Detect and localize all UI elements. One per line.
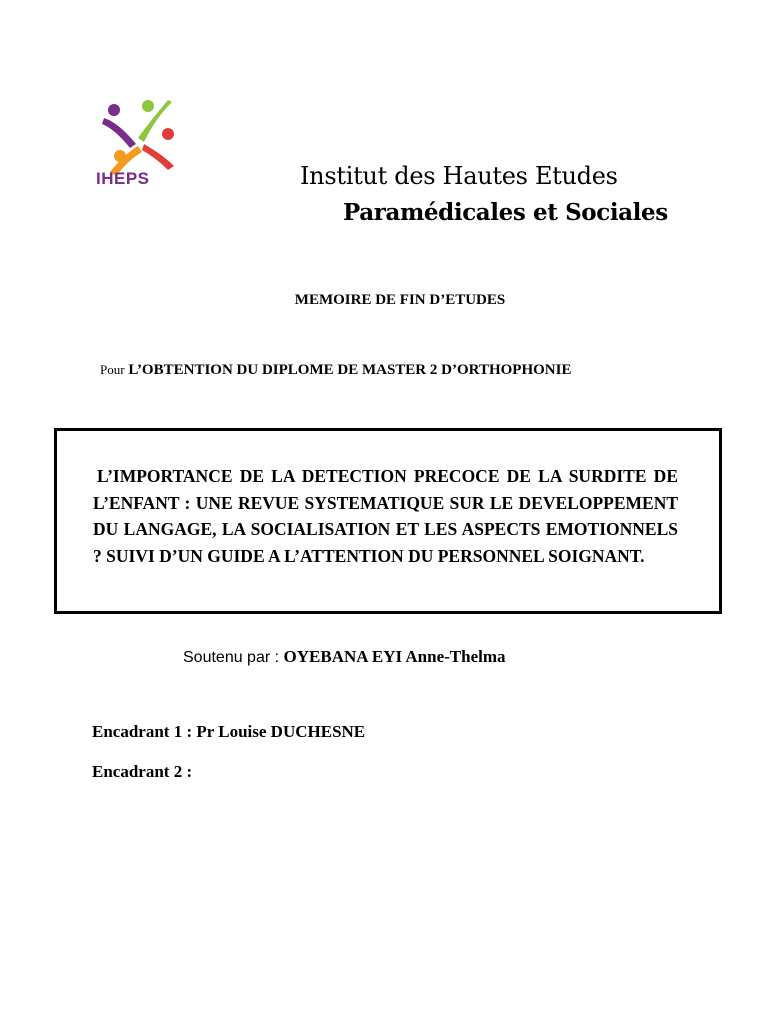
document-type: MEMOIRE DE FIN D’ETUDES <box>294 292 506 308</box>
logo-figures <box>102 100 174 176</box>
supervisor-1 <box>92 722 365 742</box>
supervisor-2-label: Encadrant 2 : <box>92 762 193 781</box>
thesis-title-box <box>54 428 722 614</box>
degree-purpose <box>100 362 571 379</box>
iheps-logo <box>94 96 194 188</box>
institution-name-line1: Institut des Hautes Etudes <box>300 162 618 190</box>
purpose-prefix: Pour <box>100 362 125 377</box>
defended-by <box>183 647 506 667</box>
iheps-logo-icon <box>94 96 194 188</box>
defended-by-label: Soutenu par : <box>183 649 280 666</box>
author-name: OYEBANA EYI Anne-Thelma <box>283 647 506 666</box>
institution-name-line2: Paramédicales et Sociales <box>343 199 668 226</box>
supervisor-1-name: Pr Louise DUCHESNE <box>196 722 366 741</box>
supervisor-2 <box>92 762 192 782</box>
supervisor-1-label: Encadrant 1 : <box>92 722 193 741</box>
degree-name: L’OBTENTION DU DIPLOME DE MASTER 2 D’ORTHOPHONIE <box>128 362 572 378</box>
logo-wordmark: IHEPS <box>96 169 150 188</box>
thesis-title: L’IMPORTANCE DE LA DETECTION PRECOCE DE LA SURDITE DE L’ENFANT : UNE REVUE SYSTEMATIQUE SUR LE DEVELOPPEMENT DU LANGAGE, LA SOCIALISATION ET LES ASPECTS EMOTIONNELS ? SUIVI D’UN GUIDE A L’ATTENTION DU PERSONNEL SOIGNANT. <box>93 466 678 566</box>
